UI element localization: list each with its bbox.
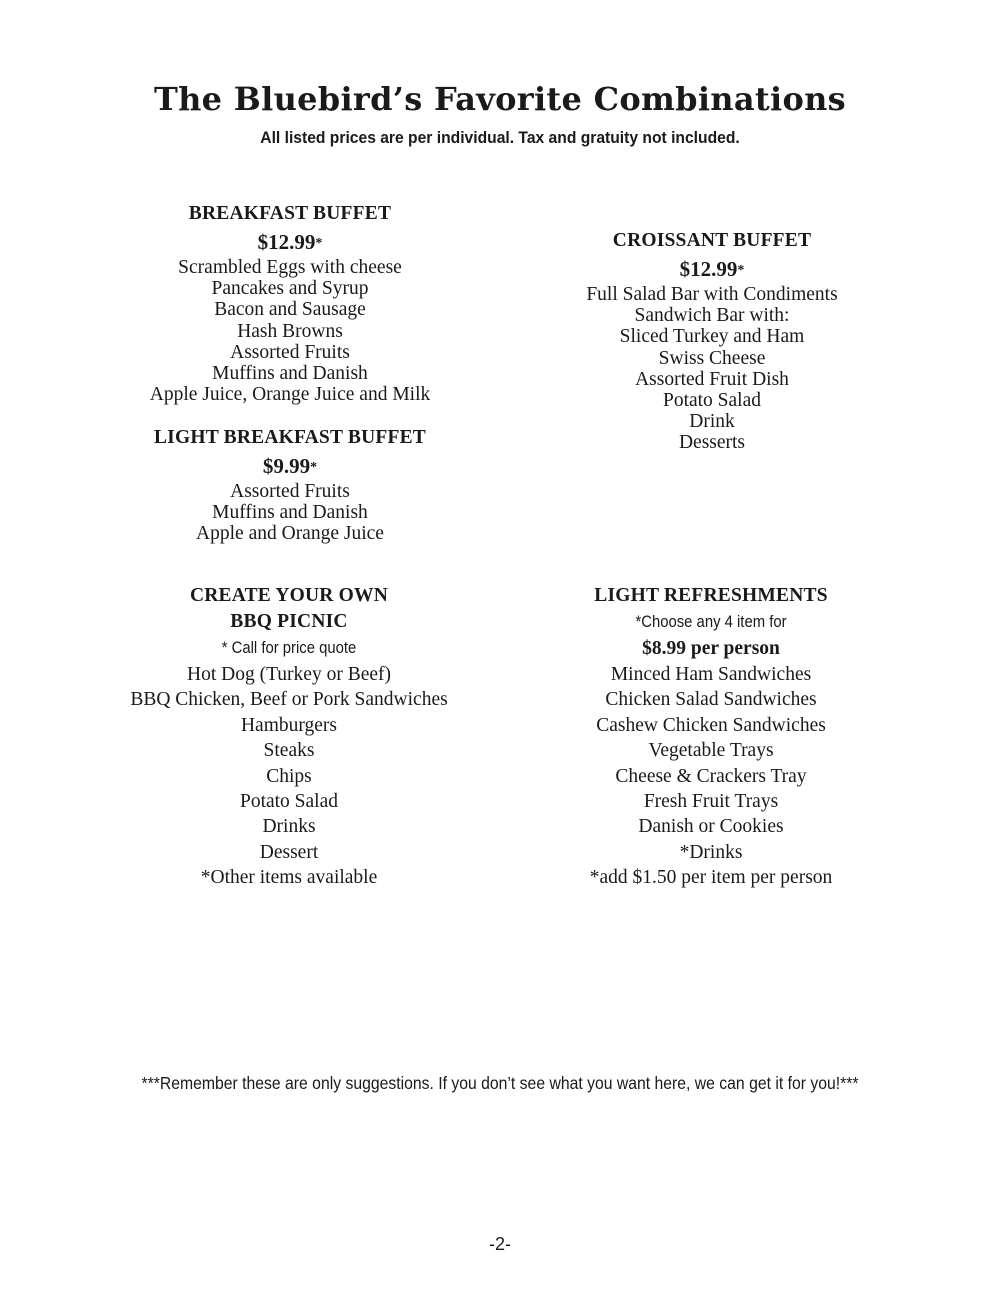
list-item: Apple and Orange Juice bbox=[196, 523, 384, 545]
croissant-buffet-price bbox=[522, 254, 902, 284]
light-refreshments-section bbox=[521, 583, 901, 891]
light-refreshments-items bbox=[521, 662, 901, 891]
light-breakfast-buffet-section bbox=[100, 425, 480, 545]
list-item: Apple Juice, Orange Juice and Milk bbox=[149, 384, 431, 406]
page-number: -2- bbox=[489, 1234, 511, 1254]
breakfast-buffet-price bbox=[100, 227, 480, 257]
croissant-buffet-heading: CROISSANT BUFFET bbox=[612, 230, 812, 251]
light-breakfast-buffet-items bbox=[100, 481, 480, 545]
list-item: Cheese & Crackers Tray bbox=[615, 765, 807, 787]
list-item: Drink bbox=[689, 411, 735, 433]
list-item: Chicken Salad Sandwiches bbox=[605, 689, 817, 711]
list-item: Fresh Fruit Trays bbox=[643, 791, 779, 813]
bbq-picnic-heading-line1: CREATE YOUR OWN bbox=[189, 585, 388, 606]
list-item: Scrambled Eggs with cheese bbox=[178, 257, 402, 278]
light-refreshments-note: *Choose any 4 item for bbox=[635, 613, 787, 631]
list-item: BBQ Chicken, Beef or Pork Sandwiches bbox=[130, 689, 448, 711]
list-item: Potato Salad bbox=[239, 791, 339, 813]
croissant-buffet-items bbox=[522, 284, 902, 454]
list-item: Hot Dog (Turkey or Beef) bbox=[187, 664, 391, 685]
list-item: Assorted Fruits bbox=[230, 481, 350, 502]
price-value: $12.99 bbox=[257, 230, 316, 254]
price-value: $9.99 bbox=[262, 454, 311, 478]
list-item: Bacon and Sausage bbox=[214, 299, 366, 321]
list-item: Desserts bbox=[678, 432, 746, 454]
list-item: Dessert bbox=[259, 841, 319, 863]
list-item: Full Salad Bar with Condiments bbox=[586, 284, 838, 305]
pricing-disclaimer: All listed prices are per individual. Tax and gratuity not included. bbox=[260, 128, 740, 147]
list-item: Chips bbox=[266, 765, 312, 787]
list-item: *add $1.50 per item per person bbox=[589, 867, 833, 889]
price-footnote-mark: * bbox=[310, 460, 318, 475]
list-item: Assorted Fruits bbox=[230, 341, 350, 363]
list-item: Potato Salad bbox=[662, 390, 762, 412]
price-footnote-mark: * bbox=[315, 236, 323, 251]
list-item: Sandwich Bar with: bbox=[634, 305, 790, 327]
bbq-picnic-items bbox=[99, 662, 479, 891]
light-refreshments-price: $8.99 per person bbox=[642, 638, 780, 659]
list-item: Danish or Cookies bbox=[638, 816, 784, 838]
breakfast-buffet-heading: BREAKFAST BUFFET bbox=[188, 203, 392, 224]
light-breakfast-buffet-price bbox=[100, 451, 480, 481]
list-item: Assorted Fruit Dish bbox=[635, 368, 789, 390]
list-item: *Drinks bbox=[679, 841, 743, 863]
bbq-picnic-heading-line2: BBQ PICNIC bbox=[230, 611, 348, 632]
list-item: Hash Browns bbox=[237, 320, 343, 342]
list-item: Minced Ham Sandwiches bbox=[610, 664, 812, 685]
croissant-buffet-section bbox=[522, 228, 902, 454]
list-item: Cashew Chicken Sandwiches bbox=[596, 714, 826, 736]
suggestions-note: ***Remember these are only suggestions. If you don’t see what you want here, we can get it for you!*** bbox=[141, 1073, 859, 1093]
list-item: Swiss Cheese bbox=[658, 347, 766, 369]
list-item: Drinks bbox=[262, 816, 316, 838]
list-item: Hamburgers bbox=[240, 714, 338, 736]
price-footnote-mark: * bbox=[737, 263, 745, 278]
list-item: Vegetable Trays bbox=[648, 740, 774, 762]
list-item: Pancakes and Syrup bbox=[211, 278, 369, 300]
list-item: Sliced Turkey and Ham bbox=[619, 326, 805, 348]
list-item: Muffins and Danish bbox=[212, 363, 368, 385]
page-title: The Bluebird’s Favorite Combinations bbox=[154, 80, 846, 118]
breakfast-buffet-section bbox=[100, 201, 480, 405]
list-item: Muffins and Danish bbox=[212, 502, 368, 524]
light-breakfast-buffet-heading: LIGHT BREAKFAST BUFFET bbox=[153, 427, 427, 448]
breakfast-buffet-items bbox=[100, 257, 480, 405]
list-item: *Other items available bbox=[200, 867, 378, 889]
bbq-picnic-price-note: * Call for price quote bbox=[221, 639, 357, 657]
bbq-picnic-section bbox=[99, 583, 479, 891]
list-item: Steaks bbox=[263, 740, 315, 762]
light-refreshments-heading: LIGHT REFRESHMENTS bbox=[594, 585, 828, 606]
price-value: $12.99 bbox=[679, 257, 738, 281]
